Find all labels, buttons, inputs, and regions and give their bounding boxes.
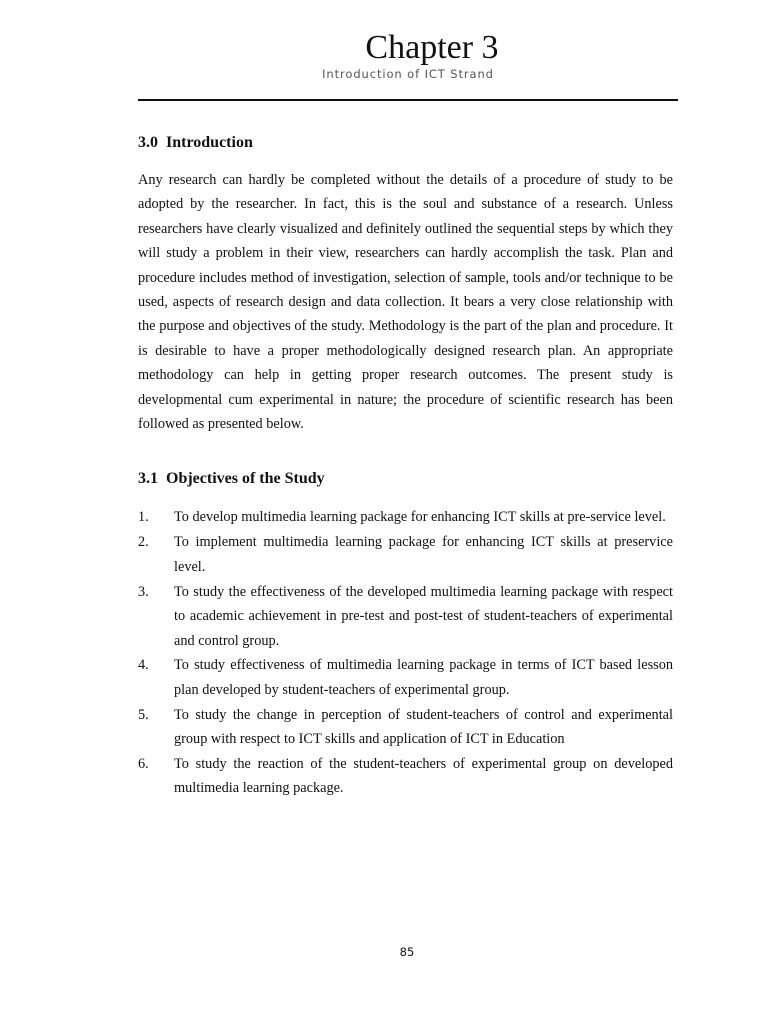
objectives-list <box>138 505 673 800</box>
page-content <box>138 132 673 801</box>
list-item-number: 2. <box>138 534 149 551</box>
list-item-text: To develop multimedia learning package for enhancing ICT skills at pre-service level. <box>174 509 666 526</box>
list-item-text: To study the reaction of the student-teachers of experimental group on developed multimedia learning package. <box>174 756 673 797</box>
section-title: Introduction <box>166 134 253 151</box>
list-item-text: To study effectiveness of multimedia learning package in terms of ICT based lesson plan developed by student-teachers of experimental group. <box>174 657 673 698</box>
page-number: 85 <box>399 945 415 959</box>
list-item-number: 6. <box>138 756 149 773</box>
list-item <box>138 530 673 579</box>
list-item <box>138 703 673 752</box>
list-item <box>138 653 673 702</box>
section-title: Objectives of the Study <box>166 470 325 488</box>
chapter-subtitle: Introduction of ICT Strand <box>322 67 494 81</box>
section-introduction <box>138 132 673 436</box>
chapter-title: Chapter 3 <box>365 29 499 66</box>
section-number: 3.0 <box>138 134 158 151</box>
section-heading-introduction <box>138 132 673 154</box>
section-objectives <box>138 468 673 800</box>
list-item-text: To implement multimedia learning package for enhancing ICT skills at preservice level. <box>174 534 673 575</box>
introduction-paragraph: Any research can hardly be completed without the details of a procedure of study to be adopted by the researcher. In fact, this is the soul and substance of a research. Unless researchers have clearly visualized and definitely outlined the sequential steps by which they will study a problem in their view, researchers can hardly accomplish the task. Plan and procedure includes method of investigation, selection of sample, tools and/or technique to be used, aspects of research design and data collection. It bears a very close relationship with the purpose and objectives of the study. Methodology is the part of the plan and procedure. It is desirable to have a proper methodologically designed research plan. An appropriate methodology can help in getting proper research outcomes. The present study is developmental cum experimental in nature; the procedure of scientific research has been followed as presented below. <box>138 172 673 433</box>
list-item <box>138 580 673 653</box>
header-divider <box>138 99 678 101</box>
list-item-number: 1. <box>138 509 149 526</box>
section-heading-objectives <box>138 468 673 490</box>
list-item <box>138 752 673 801</box>
list-item-number: 3. <box>138 583 149 600</box>
list-item <box>138 505 673 529</box>
list-item-text: To study the change in perception of student-teachers of control and experimental group with respect to ICT skills and application of ICT in Education <box>174 706 673 748</box>
list-item-number: 4. <box>138 657 149 674</box>
section-number: 3.1 <box>138 470 158 488</box>
list-item-text: To study the effectiveness of the developed multimedia learning package with respect to academic achievement in pre-test and post-test of student-teachers of experimental and control group. <box>174 583 673 649</box>
list-item-number: 5. <box>138 706 149 723</box>
